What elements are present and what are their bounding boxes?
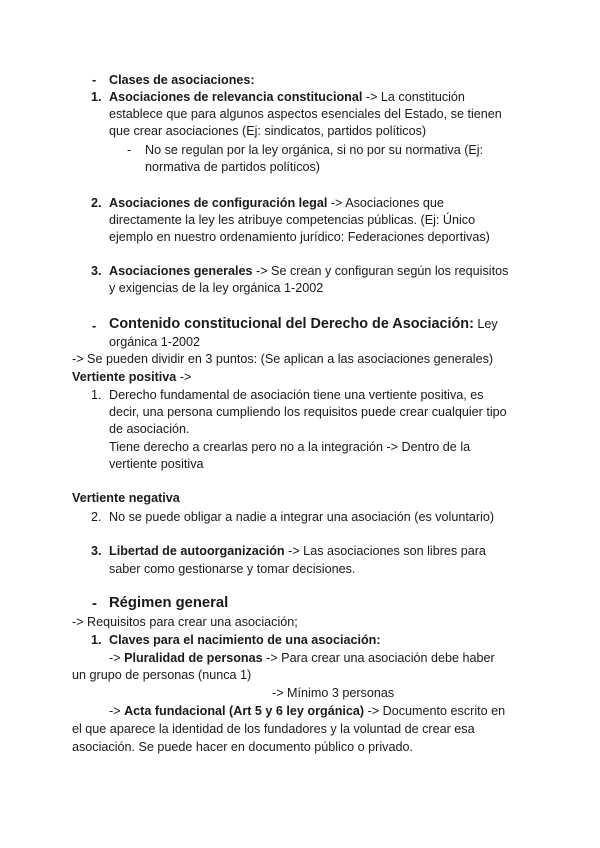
acta-text: el que aparece la identidad de los fundadores y la voluntad de crear esa	[72, 722, 475, 736]
pluralidad-text: un grupo de personas (nunca 1)	[72, 668, 252, 682]
bullet-dash: -	[92, 319, 97, 333]
item-text: -> Las asociaciones son libres para	[284, 544, 486, 558]
sub-item-text: normativa de partidos políticos)	[145, 160, 320, 174]
pluralidad-line	[109, 650, 495, 667]
heading-contenido-line2: orgánica 1-2002	[109, 335, 201, 349]
sub-bullet-dash: -	[127, 143, 132, 157]
pluralidad-text: -> Mínimo 3 personas	[272, 686, 395, 700]
item-title: Asociaciones generales	[109, 264, 253, 278]
list-item-line	[109, 543, 486, 560]
item-text: -> Asociaciones que	[327, 196, 444, 210]
acta-line	[109, 703, 505, 720]
list-number: 2.	[91, 510, 102, 524]
item-text: y exigencias de la ley orgánica 1-2002	[109, 281, 324, 295]
item-text: saber como gestionarse y tomar decisiones.	[109, 562, 356, 576]
heading-regimen: Régimen general	[109, 595, 229, 611]
list-number: 1.	[91, 388, 102, 402]
list-number: 3.	[91, 264, 102, 278]
item-title: Claves para el nacimiento de una asociación:	[109, 633, 381, 647]
intro-text: -> Se pueden dividir en 3 puntos: (Se aplican a las asociaciones generales)	[72, 352, 494, 366]
acta-text: asociación. Se puede hacer en documento público o privado.	[72, 740, 413, 754]
item-title: Libertad de autoorganización	[109, 544, 285, 558]
bullet-dash: -	[92, 73, 97, 87]
item-text: Derecho fundamental de asociación tiene una vertiente positiva, es	[109, 388, 484, 402]
acta-text: -> Documento escrito en	[364, 704, 506, 718]
item-text: -> La constitución	[362, 90, 465, 104]
item-title: Asociaciones de relevancia constitucional	[109, 90, 363, 104]
item-text: No se puede obligar a nadie a integrar una asociación (es voluntario)	[109, 510, 495, 524]
bullet-dash: -	[92, 596, 97, 612]
item-text: vertiente positiva	[109, 457, 204, 471]
list-number: 1.	[91, 90, 102, 104]
heading-clases: Clases de asociaciones:	[109, 73, 255, 87]
heading-contenido: Contenido constitucional del Derecho de Asociación:	[109, 316, 474, 332]
item-text: establece que para algunos aspectos esenciales del Estado, se tienen	[109, 107, 502, 121]
sub-item-text: No se regulan por la ley orgánica, si no por su normativa (Ej:	[145, 143, 484, 157]
list-item-line	[109, 89, 465, 106]
item-text: que crear asociaciones (Ej: sindicatos, partidos políticos)	[109, 124, 427, 138]
item-text: directamente la ley les atribuye competencias públicas. (Ej: Único	[109, 213, 476, 227]
list-number: 1.	[91, 633, 102, 647]
item-text: ejemplo en nuestro ordenamiento jurídico: Federaciones deportivas)	[109, 230, 490, 244]
vertiente-positiva-label: Vertiente positiva	[72, 370, 177, 384]
heading-contenido-tail: Ley	[473, 317, 498, 331]
list-item-line	[109, 195, 444, 212]
item-text: -> Se crean y configuran según los requisitos	[252, 264, 509, 278]
item-text: Tiene derecho a crearlas pero no a la integración -> Dentro de la	[109, 440, 471, 454]
pluralidad-label: Pluralidad de personas	[124, 651, 263, 665]
acta-label: Acta fundacional (Art 5 y 6 ley orgánica)	[124, 704, 365, 718]
arrow-text: ->	[109, 704, 125, 718]
list-number: 3.	[91, 544, 102, 558]
vertiente-positiva-line	[72, 369, 191, 386]
list-number: 2.	[91, 196, 102, 210]
item-title: Asociaciones de configuración legal	[109, 196, 328, 210]
vertiente-positiva-tail: ->	[176, 370, 192, 384]
list-item-line	[109, 263, 508, 280]
item-text: de asociación.	[109, 422, 190, 436]
arrow-text: ->	[109, 651, 125, 665]
pluralidad-text: -> Para crear una asociación debe haber	[262, 651, 495, 665]
heading-contenido-line	[109, 316, 498, 333]
vertiente-negativa-label: Vertiente negativa	[72, 491, 180, 505]
intro-text: -> Requisitos para crear una asociación;	[72, 615, 298, 629]
item-text: decir, una persona cumpliendo los requisitos puede crear cualquier tipo	[109, 405, 507, 419]
